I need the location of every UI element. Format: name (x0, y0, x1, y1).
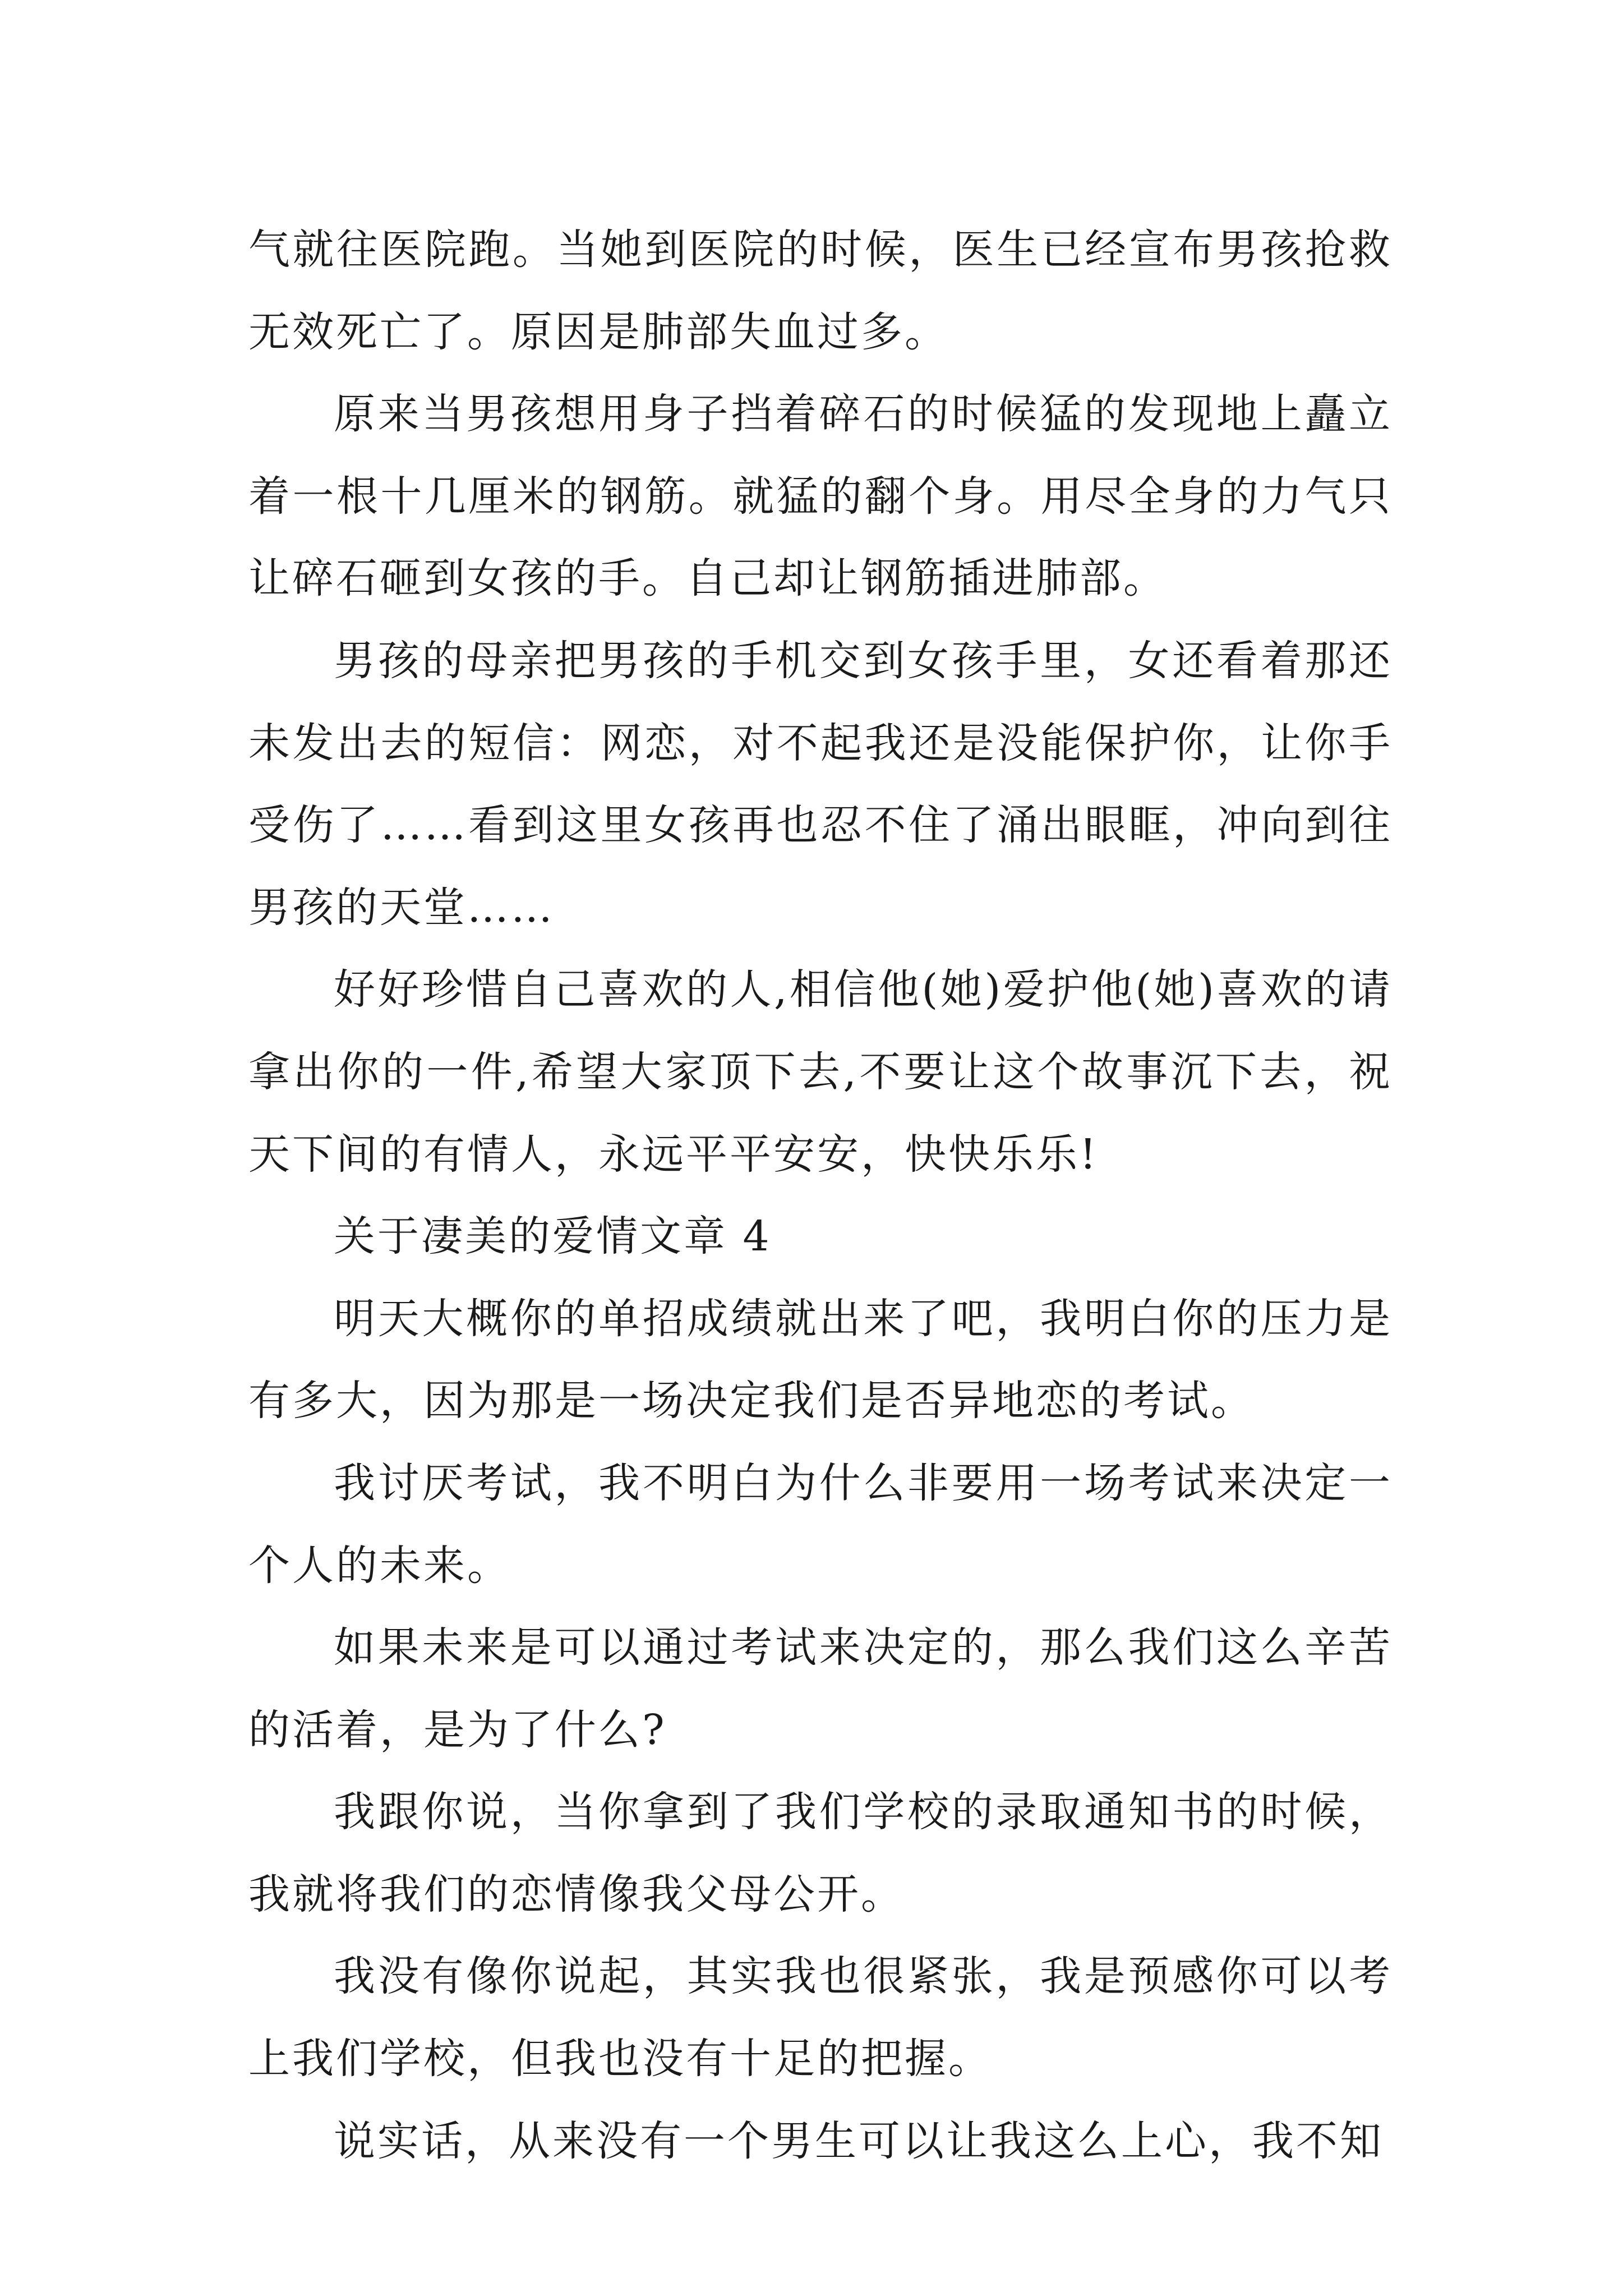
paragraph: 明天大概你的单招成绩就出来了吧，我明白你的压力是有多大，因为那是一场决定我们是否异地恋的考试。 (248, 1294, 1393, 1425)
paragraph: 如果未来是可以通过考试来决定的，那么我们这么辛苦的活着，是为了什么? (248, 1623, 1393, 1754)
document-body (248, 209, 1393, 2182)
paragraph: 我没有像你说起，其实我也很紧张，我是预感你可以考上我们学校，但我也没有十足的把握。 (248, 1952, 1393, 2083)
paragraph: 原来当男孩想用身子挡着碎石的时候猛的发现地上矗立着一根十几厘米的钢筋。就猛的翻个身。用尽全身的力气只让碎石砸到女孩的手。自己却让钢筋插进肺部。 (248, 390, 1393, 603)
paragraph: 男孩的母亲把男孩的手机交到女孩手里，女还看着那还未发出去的短信：网恋，对不起我还是没能保护你，让你手受伤了……看到这里女孩再也忍不住了涌出眼眶，冲向到往男孩的天堂…… (248, 636, 1393, 932)
paragraph: 我讨厌考试，我不明白为什么非要用一场考试来决定一个人的未来。 (248, 1458, 1393, 1590)
paragraph: 好好珍惜自己喜欢的人,相信他(她)爱护他(她)喜欢的请拿出你的一件,希望大家顶下去,不要让这个故事沉下去，祝天下间的有情人，永远平平安安，快快乐乐! (248, 965, 1393, 1179)
paragraph: 我跟你说，当你拿到了我们学校的录取通知书的时候，我就将我们的恋情像我父母公开。 (248, 1788, 1393, 1918)
paragraph: 说实话，从来没有一个男生可以让我这么上心，我不知 (334, 2116, 1384, 2165)
section-heading: 关于凄美的爱情文章 4 (334, 1212, 772, 1261)
paragraph: 气就往医院跑。当她到医院的时候，医生已经宣布男孩抢救无效死亡了。原因是肺部失血过多。 (248, 226, 1393, 356)
